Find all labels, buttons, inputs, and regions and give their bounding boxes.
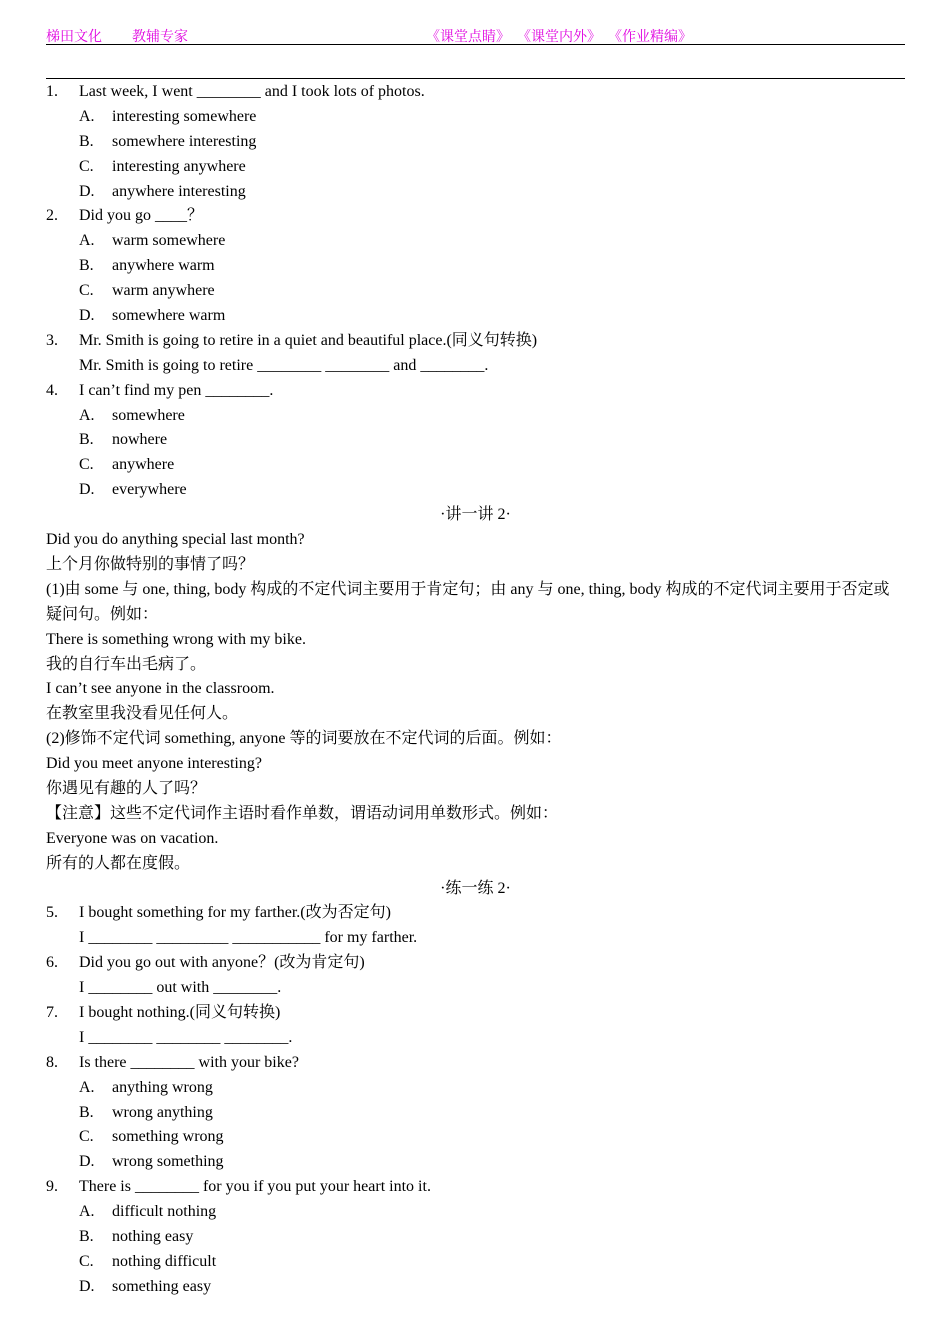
worksheet-body [46,80,905,1300]
example-sentence: Did you meet anyone interesting? [46,755,262,773]
brand-name: 梯田文化 [46,30,102,45]
grammar-rule: (2)修饰不定代词 something, anyone 等的词要放在不定代词的后面。例如： [46,730,562,748]
question-number: 4. [46,381,58,399]
option-item: B. wrong anything [79,1103,213,1121]
option-item: D. everywhere [79,481,187,499]
answer-line: I ________ _________ ___________ for my farther. [79,929,418,947]
grammar-rule: (1)由 some 与 one, thing, body 构成的不定代词主要用于肯定句；由 any 与 one, thing, body 构成的不定代词主要用于否定或疑问句。例如： [46,580,890,623]
brand-slogan: 教辅专家 [132,30,188,45]
answer-line: Mr. Smith is going to retire ________ ________ and ________. [79,356,489,374]
option-item: A. anything wrong [79,1078,213,1096]
divider [46,78,905,79]
question-5 [46,901,905,926]
option-item: C. something wrong [79,1128,224,1146]
question-6 [46,951,905,976]
book-title: 《作业精编》 [615,30,692,45]
option-item: D. anywhere interesting [79,182,246,200]
option-item: A. difficult nothing [79,1203,217,1221]
book-title: 《课堂点睛》 [426,30,510,45]
option-item: D. wrong something [79,1153,224,1171]
option-item: B. nowhere [79,431,168,449]
section-heading: ·练一练 2· [440,879,511,897]
question-text: I bought something for my farther.(改为否定句) [79,904,391,922]
question-number: 9. [46,1178,58,1196]
option-item: B. anywhere warm [79,257,215,275]
question-text: Is there ________ with your bike? [79,1053,299,1071]
translation: 在教室里我没看见任何人。 [46,705,239,723]
option-item: B. somewhere interesting [79,132,257,150]
question-number: 8. [46,1053,58,1071]
example-sentence: Everyone was on vacation. [46,829,219,847]
example-sentence: Did you do anything special last month? [46,531,305,549]
question-7 [46,1001,905,1026]
question-8 [46,1051,905,1076]
answer-line: I ________ ________ ________. [79,1028,293,1046]
question-text: I can’t find my pen ________. [79,381,274,399]
question-number: 2. [46,207,58,225]
question-number: 1. [46,83,58,100]
question-text: Mr. Smith is going to retire in a quiet and beautiful place.(同义句转换) [79,331,538,349]
option-item: A. interesting somewhere [79,107,257,125]
option-item: A. somewhere [79,406,185,424]
option-item: A. warm somewhere [79,232,226,250]
note: 【注意】这些不定代词作主语时看作单数，谓语动词用单数形式。例如： [46,804,559,822]
question-3 [46,329,905,354]
option-item: C. interesting anywhere [79,157,246,175]
translation: 你遇见有趣的人了吗？ [46,779,207,797]
question-number: 3. [46,331,58,349]
question-text: Did you go out with anyone？(改为肯定句) [79,954,365,972]
option-item: D. something easy [79,1277,212,1295]
question-number: 6. [46,954,58,972]
book-series [426,26,706,46]
question-4 [46,379,905,404]
question-9 [46,1175,905,1200]
option-item: C. nothing difficult [79,1252,217,1270]
page-header [46,25,905,45]
option-item: D. somewhere warm [79,307,226,325]
question-2 [46,204,905,229]
option-item: C. anywhere [79,456,175,474]
example-sentence: There is something wrong with my bike. [46,630,306,648]
question-text: Last week, I went ________ and I took lots of photos. [79,83,425,100]
question-number: 7. [46,1003,58,1021]
section-heading: ·讲一讲 2· [440,506,511,524]
translation: 所有的人都在度假。 [46,854,191,872]
book-title: 《课堂内外》 [524,30,601,45]
translation: 上个月你做特别的事情了吗？ [46,555,255,573]
translation: 我的自行车出毛病了。 [46,655,207,673]
question-text: There is ________ for you if you put your heart into it. [79,1178,431,1196]
question-text: I bought nothing.(同义句转换) [79,1003,281,1021]
question-1 [46,80,905,105]
answer-line: I ________ out with ________. [79,979,282,997]
question-number: 5. [46,904,58,922]
question-text: Did you go ____？ [79,207,204,225]
option-item: C. warm anywhere [79,282,215,300]
example-sentence: I can’t see anyone in the classroom. [46,680,275,698]
option-item: B. nothing easy [79,1228,194,1245]
